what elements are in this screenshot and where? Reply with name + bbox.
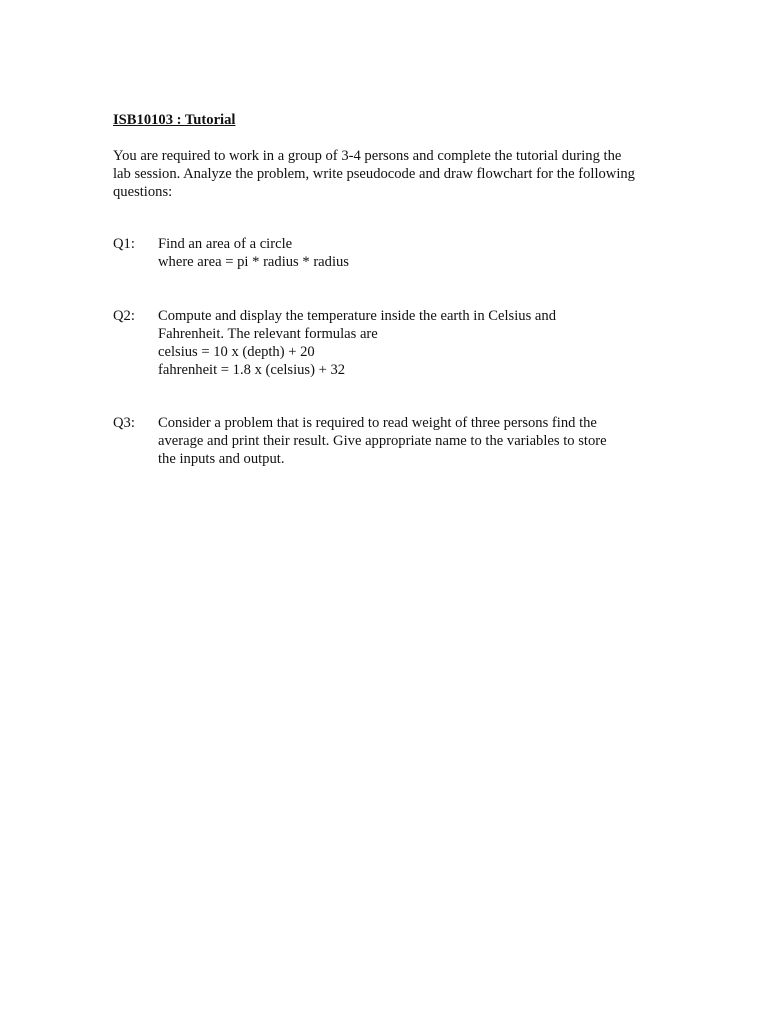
intro-line: questions: <box>113 184 173 200</box>
question-line: Find an area of a circle <box>158 236 293 252</box>
question-line: Consider a problem that is required to read weight of three persons find the <box>158 415 597 431</box>
question-text <box>158 307 678 379</box>
intro-line: You are required to work in a group of 3-4 persons and complete the tutorial during the <box>113 148 622 164</box>
formula-line: fahrenheit = 1.8 x (celsius) + 32 <box>158 362 346 378</box>
question-label: Q3: <box>113 415 135 431</box>
question-line: average and print their result. Give appropriate name to the variables to store <box>158 433 607 449</box>
formula-line: celsius = 10 x (depth) + 20 <box>158 344 315 360</box>
question-label: Q2: <box>113 308 135 324</box>
question-line: the inputs and output. <box>158 451 285 467</box>
question-text <box>158 414 678 468</box>
question-label: Q1: <box>113 236 135 252</box>
question-line: Fahrenheit. The relevant formulas are <box>158 326 378 342</box>
question-line: where area = pi * radius * radius <box>158 254 349 270</box>
intro-paragraph <box>113 147 673 201</box>
question-text <box>158 235 678 271</box>
document-title: ISB10103 : Tutorial <box>113 112 236 128</box>
question-line: Compute and display the temperature inside the earth in Celsius and <box>158 308 556 324</box>
intro-line: lab session. Analyze the problem, write pseudocode and draw flowchart for the following <box>113 166 635 182</box>
